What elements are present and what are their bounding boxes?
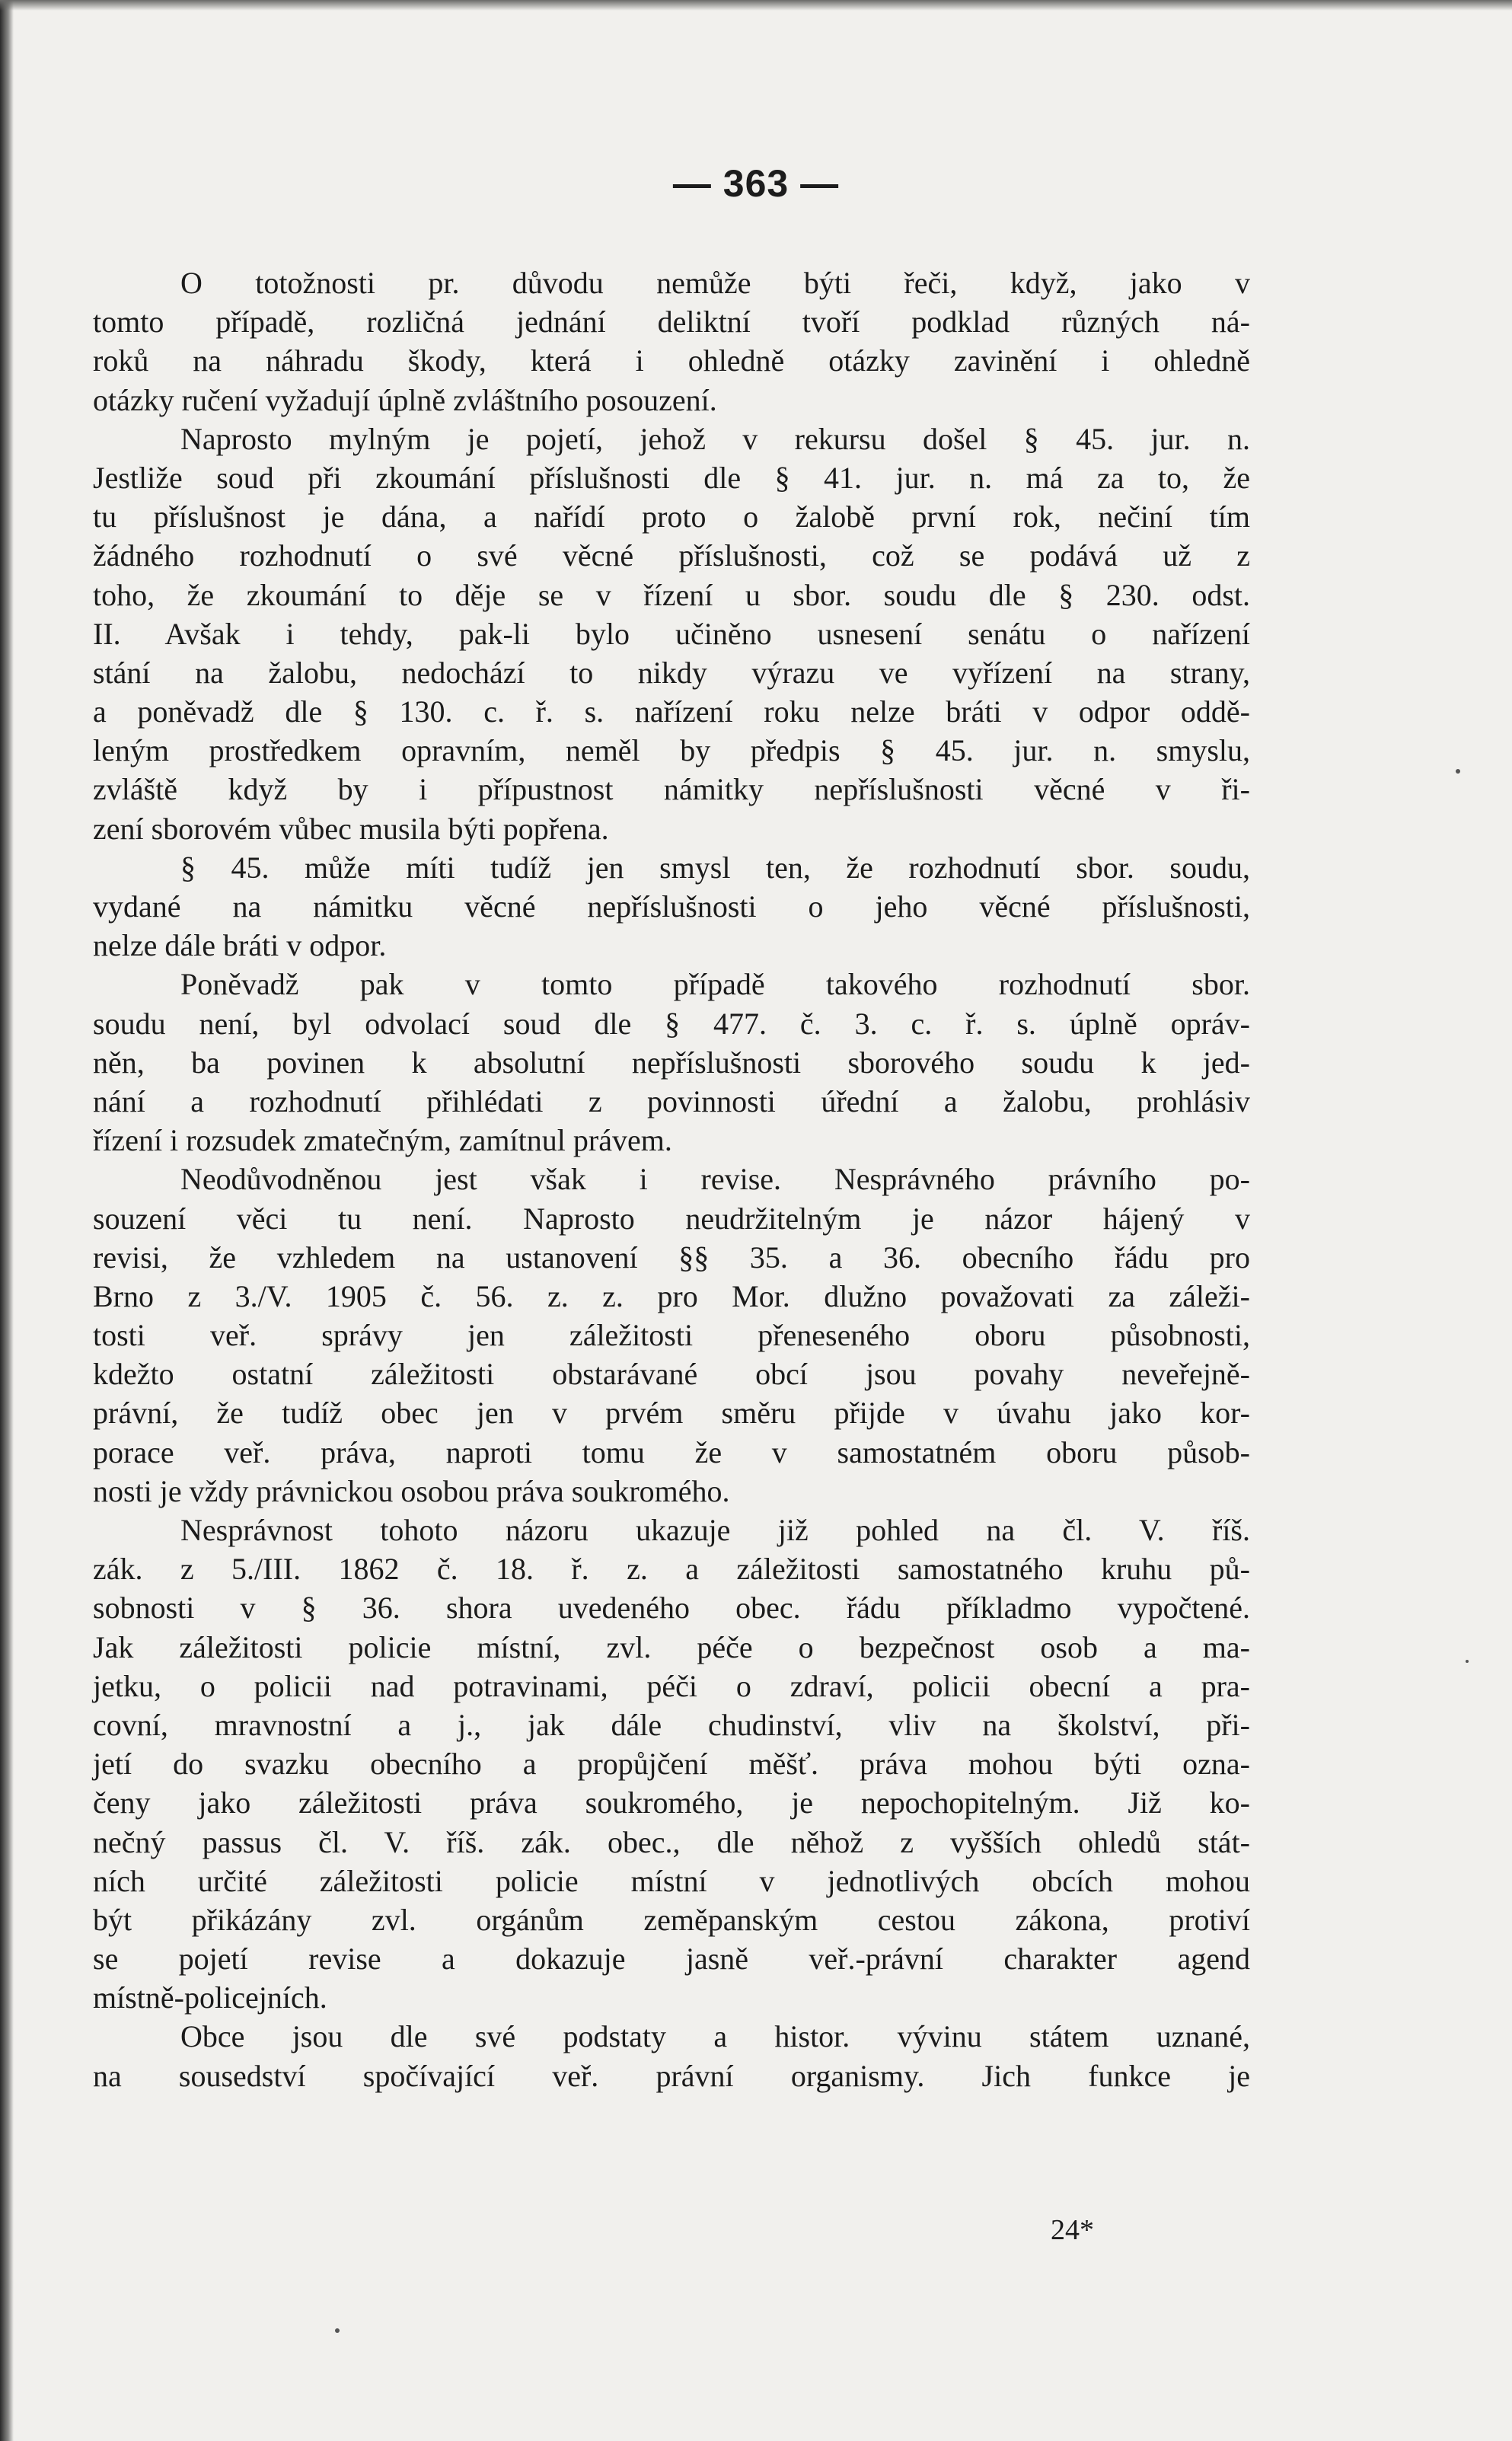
text-line: místně-policejních. (93, 1980, 327, 2015)
text-line: toho, že zkoumání to děje se v řízení u sbor. soudu dle § 230. odst. (93, 577, 1250, 612)
text-line: porace veř. práva, naproti tomu že v samostatném oboru působ- (93, 1434, 1250, 1469)
text-line: roků na náhradu škody, která i ohledně otázky zavinění i ohledně (93, 343, 1250, 378)
text-line: řízení i rozsudek zmatečným, zamítnul právem. (93, 1123, 672, 1158)
text-line: nosti je vždy právnickou osobou práva soukromého. (93, 1473, 730, 1508)
page-number: — 363 — (672, 162, 840, 205)
text-line: Jestliže soud při zkoumání příslušnosti dle § 41. jur. n. má za to, že (93, 460, 1250, 495)
text-line: leným prostředkem opravním, neměl by předpis § 45. jur. n. smyslu, (93, 733, 1250, 768)
text-line: nání a rozhodnutí přihlédati z povinnosti úřední a žalobu, prohlásiv (93, 1083, 1250, 1118)
text-line: zák. z 5./III. 1862 č. 18. ř. z. a záležitosti samostatného kruhu pů- (93, 1552, 1250, 1587)
printer-signature-mark: 24* (1051, 2214, 1094, 2246)
text-line: Poněvadž pak v tomto případě takového rozhodnutí sbor. (180, 967, 1250, 1002)
text-line: se pojetí revise a dokazuje jasně veř.-právní charakter agend (93, 1942, 1250, 1977)
text-line: Obce jsou dle své podstaty a histor. vývinu státem uznané, (180, 2019, 1250, 2054)
scan-speck (1456, 769, 1460, 774)
text-line: otázky ručení vyžadují úplně zvláštního posouzení. (93, 382, 717, 417)
text-line: Naprosto mylným je pojetí, jehož v rekursu došel § 45. jur. n. (180, 421, 1250, 456)
text-line: zvláště když by i přípustnost námitky nepříslušnosti věcné v ři- (93, 772, 1250, 807)
text-line: čeny jako záležitosti práva soukromého, je nepochopitelným. Již ko- (93, 1785, 1250, 1820)
text-line: covní, mravnostní a j., jak dále chudinství, vliv na školství, při- (93, 1707, 1250, 1742)
text-line: Jak záležitosti policie místní, zvl. péče o bezpečnost osob a ma- (93, 1629, 1250, 1664)
text-line: Neodůvodněnou jest však i revise. Nesprávného právního po- (180, 1162, 1250, 1197)
text-line: na sousedství spočívající veř. právní organismy. Jich funkce je (93, 2058, 1250, 2093)
text-line: tomto případě, rozličná jednání deliktní tvoří podklad různých ná- (93, 305, 1250, 340)
text-line: žádného rozhodnutí o své věcné příslušnosti, což se podává už z (93, 538, 1250, 573)
text-line: být přikázány zvl. orgánům zeměpanským cestou zákona, protiví (93, 1902, 1250, 1937)
text-line: vydané na námitku věcné nepříslušnosti o jeho věcné příslušnosti, (93, 889, 1250, 924)
text-line: nečný passus čl. V. říš. zák. obec., dle něhož z vyšších ohledů stát- (93, 1824, 1250, 1859)
text-line: soudu není, byl odvolací soud dle § 477. č. 3. c. ř. s. úplně opráv- (93, 1006, 1250, 1041)
text-line: jetku, o policii nad potravinami, péči o zdraví, policii obecní a pra- (93, 1668, 1250, 1703)
text-line: Nesprávnost tohoto názoru ukazuje již pohled na čl. V. říš. (180, 1513, 1250, 1547)
text-line: § 45. může míti tudíž jen smysl ten, že rozhodnutí sbor. soudu, (180, 850, 1250, 885)
text-line: nelze dále bráti v odpor. (93, 928, 387, 963)
text-line: sobnosti v § 36. shora uvedeného obec. řádu příkladmo vypočtené. (93, 1591, 1250, 1626)
text-line: kdežto ostatní záležitosti obstarávané obcí jsou povahy neveřejně- (93, 1357, 1250, 1392)
scan-speck (1466, 1660, 1469, 1663)
text-line: něn, ba povinen k absolutní nepříslušnosti sborového soudu k jed- (93, 1045, 1250, 1080)
text-line: Brno z 3./V. 1905 č. 56. z. z. pro Mor. dlužno považovati za záleži- (93, 1278, 1250, 1313)
text-line: revisi, že vzhledem na ustanovení §§ 35. a 36. obecního řádu pro (93, 1240, 1250, 1275)
text-line: právní, že tudíž obec jen v prvém směru přijde v úvahu jako kor- (93, 1396, 1250, 1431)
body-text (93, 263, 1250, 2095)
text-line: tu příslušnost je dána, a nařídí proto o žalobě první rok, nečiní tím (93, 499, 1250, 534)
text-line: ních určité záležitosti policie místní v jednotlivých obcích mohou (93, 1863, 1250, 1898)
scan-speck (335, 2328, 340, 2333)
text-line: a poněvadž dle § 130. c. ř. s. nařízení roku nelze bráti v odpor oddě- (93, 694, 1250, 729)
text-line: tosti veř. správy jen záležitosti přeneseného oboru působnosti, (93, 1318, 1250, 1353)
text-line: jetí do svazku obecního a propůjčení měšť. práva mohou býti ozna- (93, 1747, 1250, 1782)
text-line: stání na žalobu, nedochází to nikdy výrazu ve vyřízení na strany, (93, 655, 1250, 690)
text-line: souzení věci tu není. Naprosto neudržitelným je názor hájený v (93, 1201, 1250, 1236)
scan-shadow-top (0, 0, 1512, 11)
text-line: II. Avšak i tehdy, pak-li bylo učiněno usnesení senátu o nařízení (93, 616, 1250, 651)
text-line: O totožnosti pr. důvodu nemůže býti řeči, když, jako v (180, 266, 1250, 300)
text-line: zení sborovém vůbec musila býti popřena. (93, 811, 609, 846)
scan-shadow-left (0, 0, 14, 2441)
